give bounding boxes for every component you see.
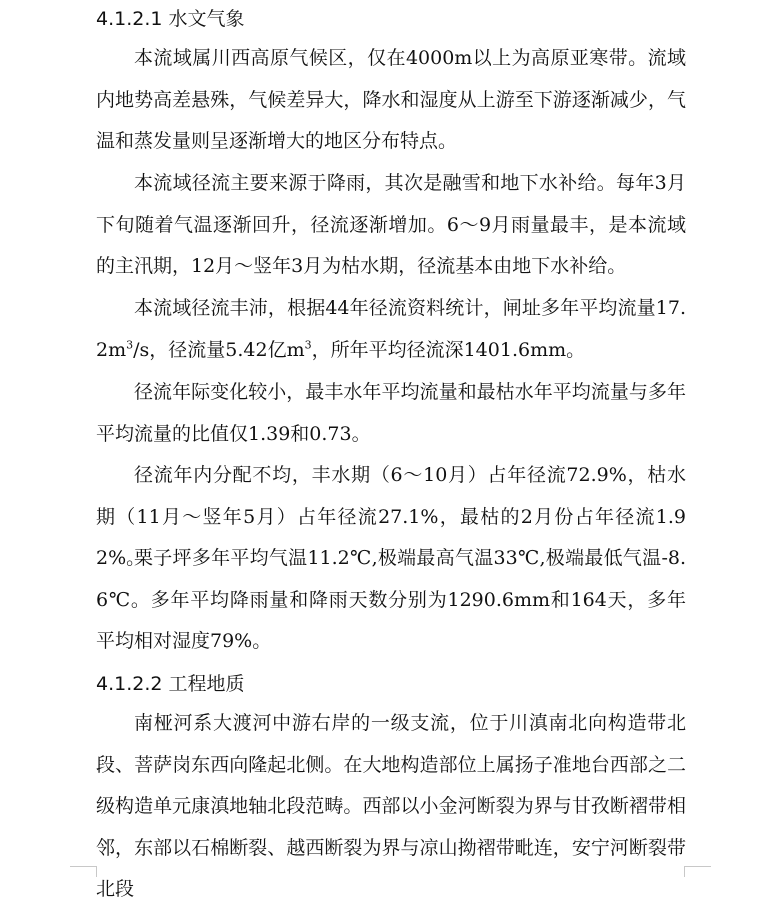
runoff-text-part-1: 本流域径流丰沛，根据44年径流资料统计，闸址多年平均流量17.2m bbox=[96, 297, 686, 361]
superscript-cubic-1: 3 bbox=[126, 338, 134, 352]
superscript-cubic-2: 3 bbox=[304, 338, 312, 352]
paragraph-interannual-variation: 径流年际变化较小，最丰水年平均流量和最枯水年平均流量与多年平均流量的比值仅1.39和0.73。 bbox=[96, 381, 686, 445]
section-heading-hydrometeorology: 4.1.2.1 水文气象 bbox=[96, 8, 245, 30]
paragraph-runoff-source: 本流域径流主要来源于降雨，其次是融雪和地下水补给。每年3月下旬随着气温逐渐回升，径流逐渐增加。6～9月雨量最丰，是本流域的主汛期，12月～竖年3月为枯水期，径流基本由地下水补给。 bbox=[96, 172, 686, 278]
page-corner-mark-left bbox=[70, 866, 97, 877]
paragraph-annual-distribution: 径流年内分配不均，丰水期（6～10月）占年径流72.9%，枯水期（11月～竖年5月）占年径流27.1%，最枯的2月份占年径流1.92%。 bbox=[96, 464, 686, 570]
runoff-text-part-3: ，所年平均径流深1401.6mm。 bbox=[311, 338, 586, 361]
paragraph-runoff-statistics bbox=[96, 288, 686, 371]
paragraph-geology: 南桠河系大渡河中游右岸的一级支流，位于川滇南北向构造带北段、菩萨岗东西向隆起北侧。在大地构造部位上属扬子准地台西部之二级构造单元康滇地轴北段范畴。西部以小金河断裂为界与甘孜断褶带相邻，东部以石棉断裂、越西断裂为界与凉山拗褶带毗连，安宁河断裂带北段 bbox=[96, 712, 686, 901]
runoff-text-part-2: /s，径流量5.42亿m bbox=[133, 338, 305, 361]
page-corner-mark-right bbox=[684, 866, 711, 877]
paragraph-climate: 本流域属川西高原气候区，仅在4000m以上为高原亚寒带。流域内地势高差悬殊，气候差异大，降水和湿度从上游至下游逐渐减少，气温和蒸发量则呈逐渐增大的地区分布特点。 bbox=[96, 47, 686, 153]
section-heading-engineering-geology: 4.1.2.2 工程地质 bbox=[96, 673, 245, 695]
paragraph-temperature-rainfall: 栗子坪多年平均气温11.2℃,极端最高气温33℃,极端最低气温-8.6℃。多年平均降雨量和降雨天数分别为1290.6mm和164天，多年平均相对湿度79%。 bbox=[96, 547, 686, 653]
